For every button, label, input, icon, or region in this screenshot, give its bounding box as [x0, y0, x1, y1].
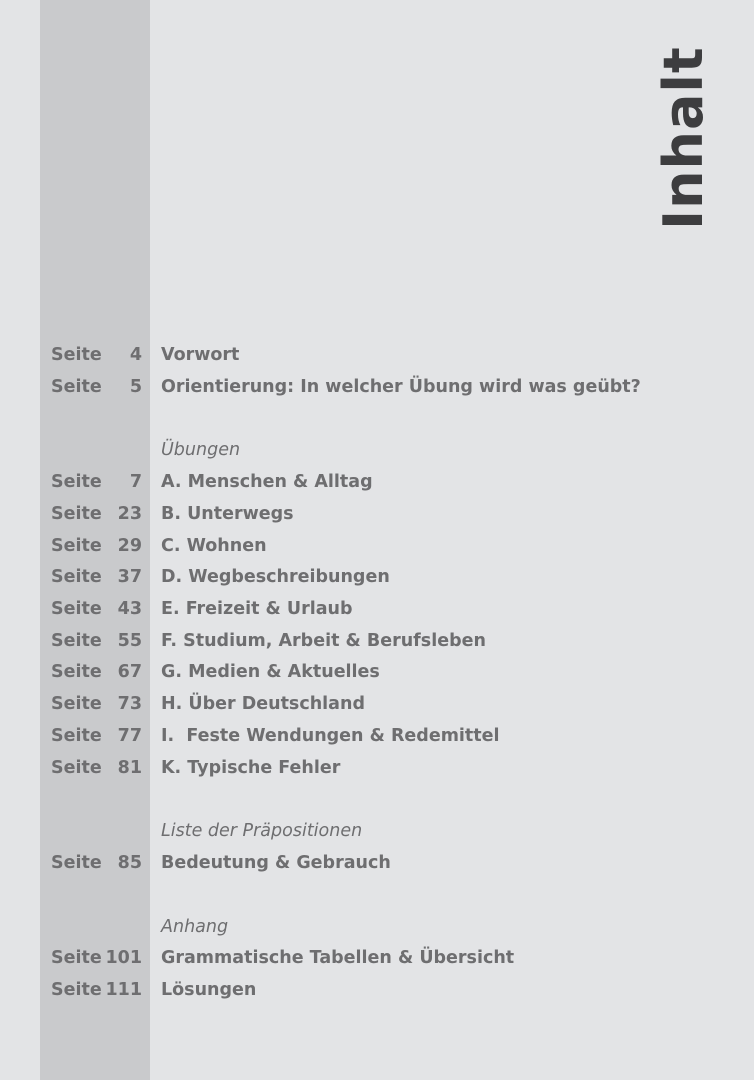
page-number: 111 — [105, 980, 142, 1000]
toc-row-grammatik[interactable] — [0, 942, 754, 974]
page-number: 55 — [117, 631, 142, 651]
seite-label: Seite — [51, 758, 102, 778]
toc-row-wegbeschreibungen[interactable] — [0, 561, 754, 593]
page-number: 23 — [117, 504, 142, 524]
toc-entry: H. Über Deutschland — [161, 694, 365, 714]
toc-entry: B. Unterwegs — [161, 504, 294, 524]
page-number: 81 — [117, 758, 142, 778]
seite-label: Seite — [51, 377, 102, 397]
page-number: 7 — [129, 472, 142, 492]
seite-label: Seite — [51, 694, 102, 714]
page-number: 4 — [129, 345, 142, 365]
seite-label: Seite — [51, 948, 102, 968]
toc-row-freizeit[interactable] — [0, 593, 754, 625]
section-heading-uebungen: Übungen — [161, 440, 241, 460]
toc-row-orientierung[interactable] — [0, 371, 754, 403]
page-number: 29 — [117, 536, 142, 556]
toc-row-deutschland[interactable] — [0, 688, 754, 720]
page-number: 37 — [117, 567, 142, 587]
page-number: 43 — [117, 599, 142, 619]
toc-row-studium[interactable] — [0, 625, 754, 657]
toc-entry: Grammatische Tabellen & Übersicht — [161, 948, 515, 968]
toc-entry: I. Feste Wendungen & Redemittel — [161, 726, 500, 746]
section-heading-anhang: Anhang — [161, 917, 229, 937]
page-number: 5 — [129, 377, 142, 397]
toc-row-unterwegs[interactable] — [0, 498, 754, 530]
toc-entry: A. Menschen & Alltag — [161, 472, 373, 492]
page-number: 77 — [117, 726, 142, 746]
toc-entry: K. Typische Fehler — [161, 758, 341, 778]
section-heading-praepositionen: Liste der Präpositionen — [161, 821, 363, 841]
seite-label: Seite — [51, 567, 102, 587]
toc-entry: F. Studium, Arbeit & Berufsleben — [161, 631, 486, 651]
toc-entry: Lösungen — [161, 980, 257, 1000]
seite-label: Seite — [51, 662, 102, 682]
toc-row-vorwort[interactable] — [0, 339, 754, 371]
seite-label: Seite — [51, 980, 102, 1000]
page-number: 67 — [117, 662, 142, 682]
page-number: 85 — [117, 853, 142, 873]
seite-label: Seite — [51, 536, 102, 556]
page-number: 101 — [105, 948, 142, 968]
toc-entry: Orientierung: In welcher Übung wird was geübt? — [161, 377, 641, 397]
seite-label: Seite — [51, 504, 102, 524]
toc-row-wendungen[interactable] — [0, 720, 754, 752]
page-title — [652, 46, 715, 230]
seite-label: Seite — [51, 599, 102, 619]
toc-entry: C. Wohnen — [161, 536, 267, 556]
seite-label: Seite — [51, 726, 102, 746]
toc-entry: G. Medien & Aktuelles — [161, 662, 380, 682]
toc-row-fehler[interactable] — [0, 752, 754, 784]
seite-label: Seite — [51, 631, 102, 651]
toc-entry: E. Freizeit & Urlaub — [161, 599, 353, 619]
page-title-text: Inhalt — [652, 46, 715, 230]
toc-row-menschen[interactable] — [0, 466, 754, 498]
page-number: 73 — [117, 694, 142, 714]
seite-label: Seite — [51, 853, 102, 873]
toc-entry: Vorwort — [161, 345, 240, 365]
toc-entry: D. Wegbeschreibungen — [161, 567, 390, 587]
toc-row-loesungen[interactable] — [0, 974, 754, 1006]
seite-label: Seite — [51, 472, 102, 492]
seite-label: Seite — [51, 345, 102, 365]
toc-entry: Bedeutung & Gebrauch — [161, 853, 391, 873]
toc-row-wohnen[interactable] — [0, 530, 754, 562]
toc-row-medien[interactable] — [0, 656, 754, 688]
toc-row-bedeutung[interactable] — [0, 847, 754, 879]
